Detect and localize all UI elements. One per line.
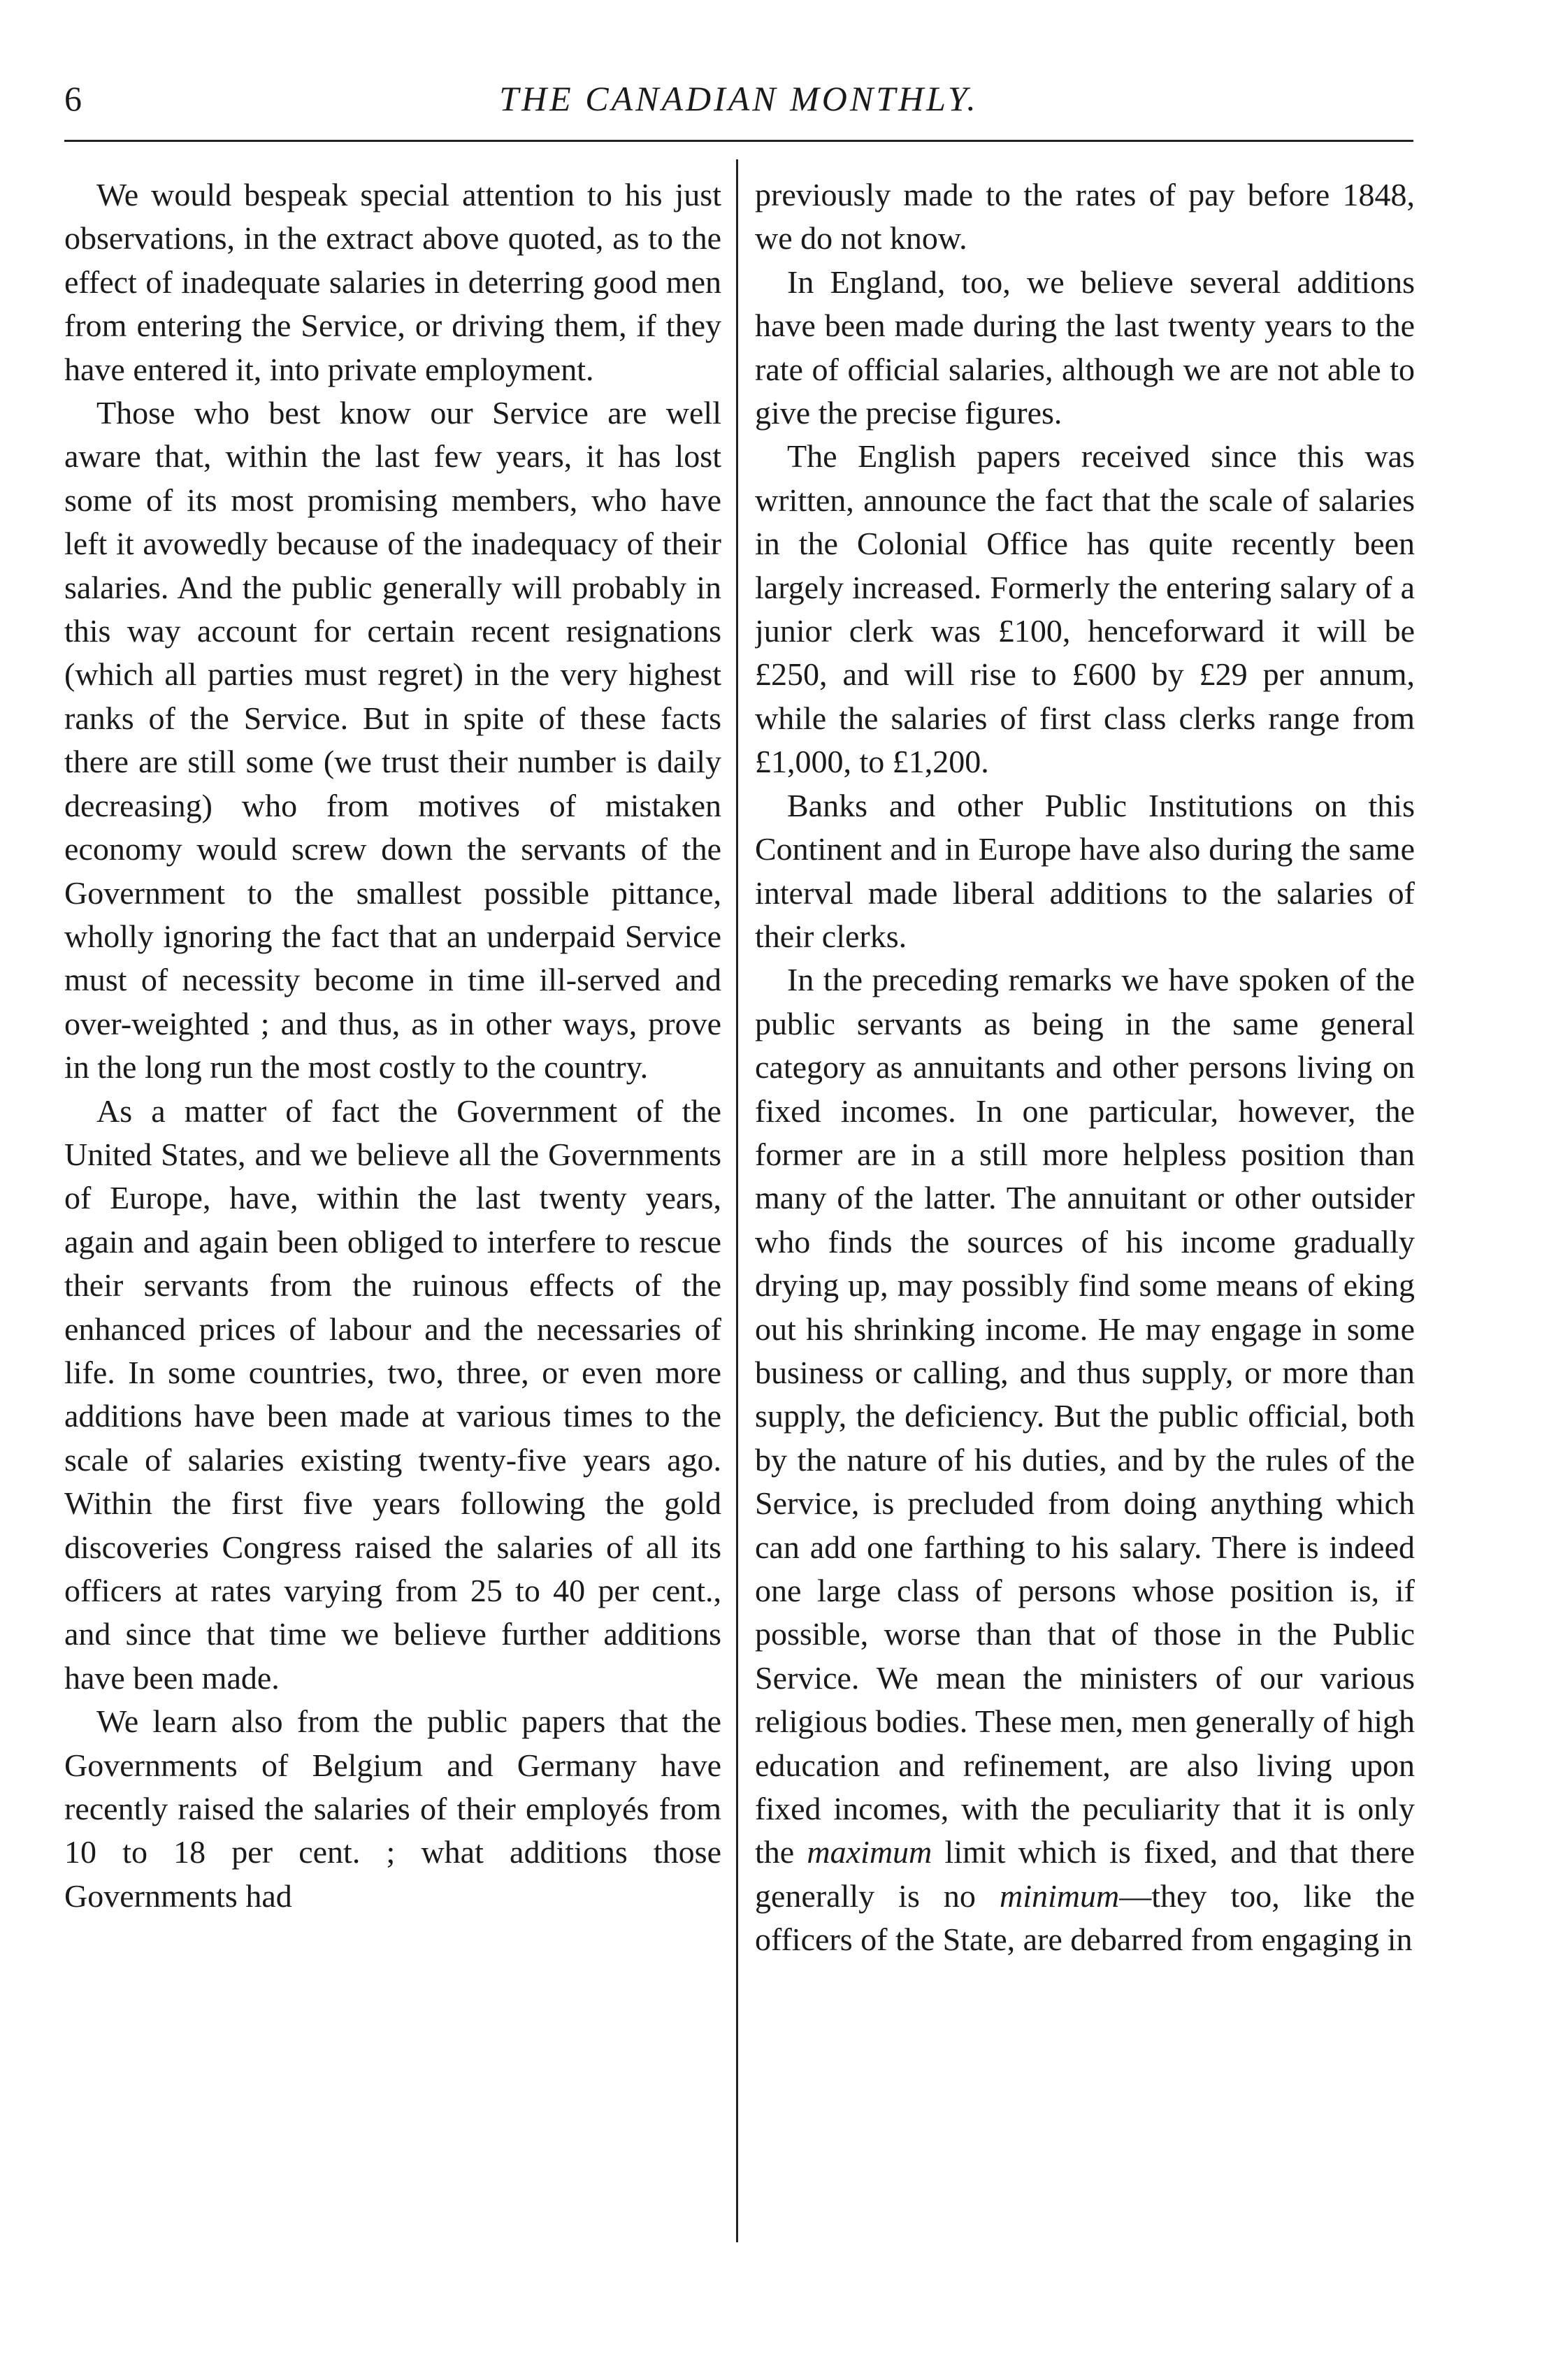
running-title: THE CANADIAN MONTHLY. [499, 79, 979, 118]
right-column [755, 173, 1415, 2326]
header-rule [64, 140, 1413, 142]
paragraph-continuation: previously made to the rates of pay before 1848, we do not know. [755, 177, 1415, 257]
italic-word: maximum [807, 1834, 932, 1870]
paragraph: The English papers received since this was written, announce the fact that the scale of salaries in the Colonial Office has quite recently been largely increased. Formerly the entering salary of a junior clerk was £100, henceforward it will be £250, and will rise to £600 by £29 per annum, while the salaries of first class clerks range from £1,000, to £1,200. [755, 438, 1415, 780]
paragraph: Those who best know our Service are well aware that, within the last few years, it has lost some of its most promising members, who have left it avowedly because of the inadequacy of their salaries. And the public generally will probably in this way account for certain recent resignations (which all parties must regret) in the very highest ranks of the Service. But in spite of these facts there are still some (we trust their number is daily decreasing) who from motives of mistaken economy would screw down the servants of the Government to the smallest possible pittance, wholly ignoring the fact that an underpaid Service must of necessity become in time ill-served and over-weighted ; and thus, as in other ways, prove in the long run the most costly to the country. [64, 395, 721, 1086]
paragraph: As a matter of fact the Government of the United States, and we believe all the Governments of Europe, have, within the last twenty years, again and again been obliged to interfere to rescue their servants from the ruinous effects of the enhanced prices of labour and the necessaries of life. In some countries, two, three, or even more additions have been made at various times to the scale of salaries existing twenty-five years ago. Within the first five years following the gold discoveries Congress raised the salaries of all its officers at rates varying from 25 to 40 per cent., and since that time we believe further additions have been made. [64, 1092, 721, 1696]
column-divider [736, 159, 738, 2242]
left-column [64, 173, 721, 2326]
paragraph: Banks and other Public Institutions on this Continent and in Europe have also during the same interval made liberal additions to the salaries of their clerks. [755, 787, 1415, 954]
paragraph-text: In the preceding remarks we have spoken of the public servants as being in the same general category as annuitants and other persons living on fixed incomes. In one particular, however, the former are in a still more helpless position than many of the latter. The annuitant or other outsider who finds the sources of his income gradually drying up, may possibly find some means of eking out his shrinking income. He may engage in some business or calling, and thus supply, or more than supply, the deficiency. But the public official, both by the nature of his duties, and by the rules of the Service, is precluded from doing anything which can add one farthing to his salary. There is indeed one large class of persons whose position is, if possible, worse than that of those in the Public Service. We mean the ministers of our various religious bodies. These men, men generally of high education and refinement, are also living upon fixed incomes, with the peculiarity that it is only the [755, 962, 1415, 1870]
paragraph: We would bespeak special attention to his just observations, in the extract above quoted, as to the effect of inadequate salaries in deterring good men from entering the Service, or driving them, if they have entered it, into private employment. [64, 177, 721, 387]
paragraph-text: limit which is fixed, and that there generally is no [755, 1834, 1415, 1914]
paragraph [755, 958, 1415, 1961]
page-number: 6 [64, 79, 82, 118]
italic-word: minimum [999, 1877, 1120, 1914]
page-header [64, 67, 1413, 130]
paragraph-text: —they too, like the officers of the State, are debarred from engaging in [755, 1877, 1415, 1958]
paragraph: In England, too, we believe several additions have been made during the last twenty years to the rate of official salaries, although we are not able to give the precise figures. [755, 264, 1415, 431]
paragraph: We learn also from the public papers that the Governments of Belgium and Germany have recently raised the salaries of their employés from 10 to 18 per cent. ; what additions those Governments had [64, 1703, 721, 1914]
